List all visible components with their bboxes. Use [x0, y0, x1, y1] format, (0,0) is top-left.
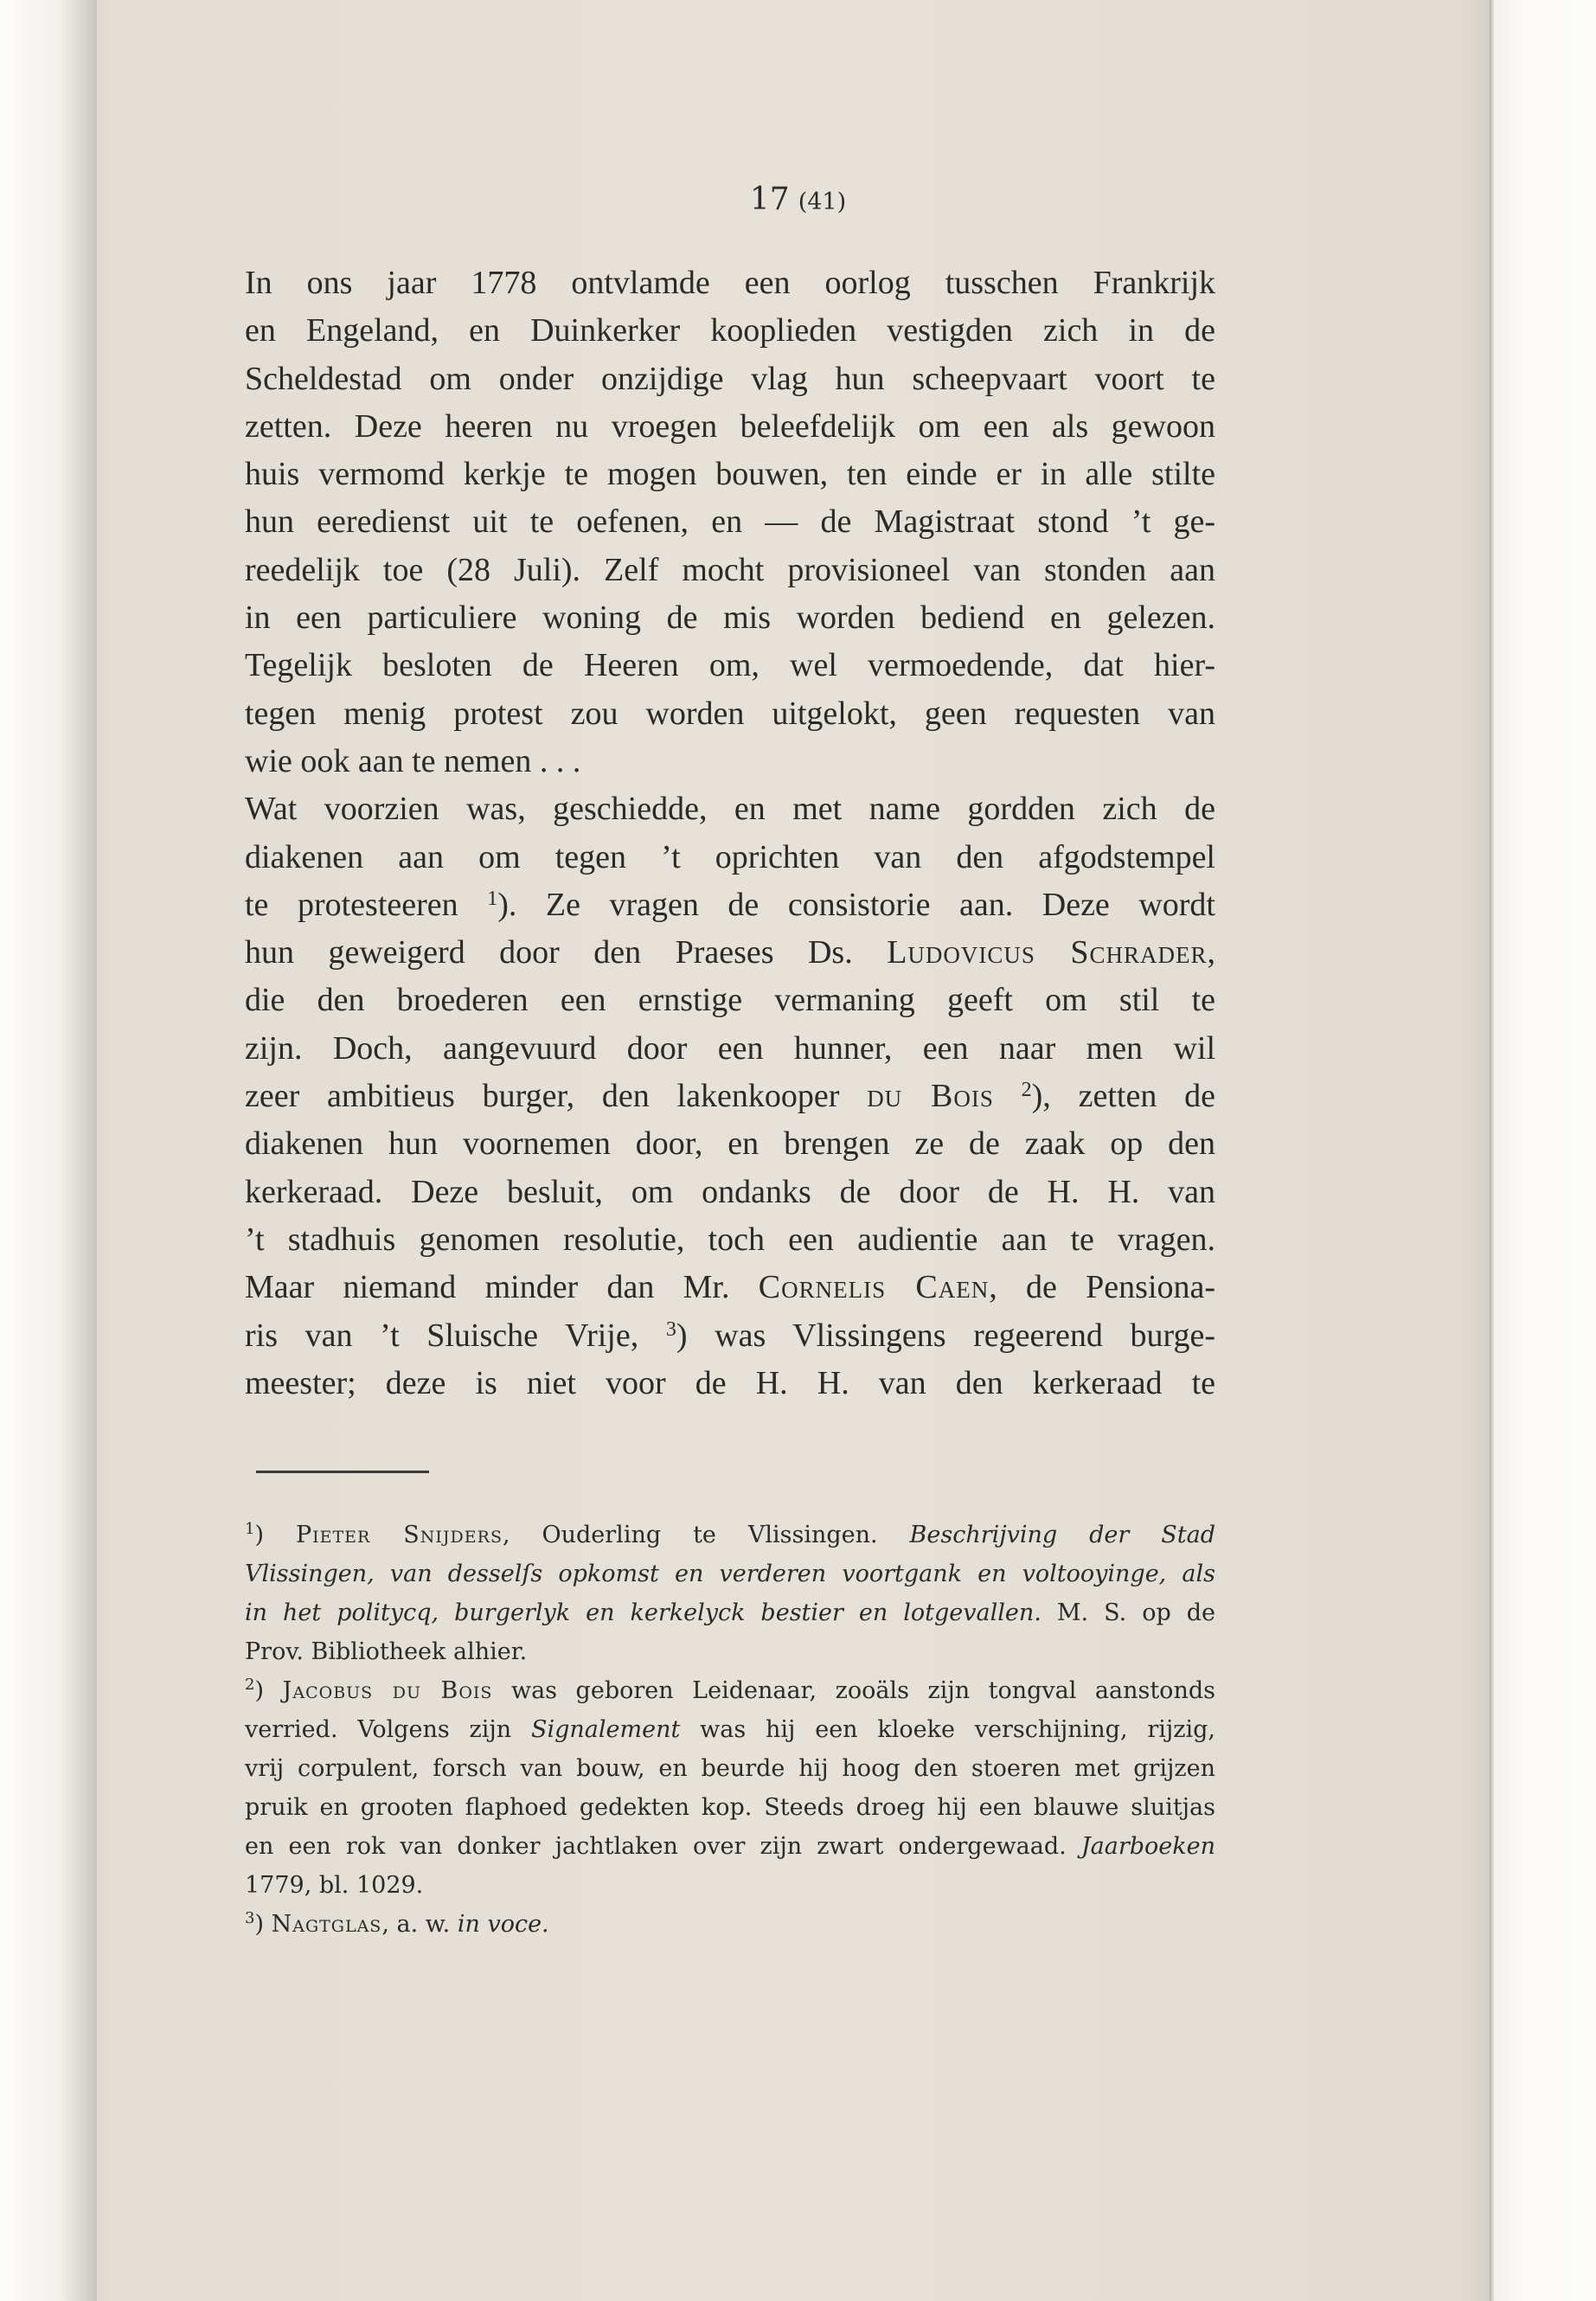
- person-name: Ludovicus Schrader: [887, 934, 1208, 971]
- footnote-2: $^2$) Jacobus du Bois was geboren Leidenaar, zooäls zijn tongval aanstonds: [245, 1676, 1215, 1704]
- footnote-2-cont: 1779, bl. 1029.: [245, 1872, 424, 1899]
- person-name: du Bois: [867, 1078, 994, 1115]
- body-fragment: hun geweigerd door den Praeses Ds.: [245, 934, 853, 971]
- footnote-author: Jacobus du Bois: [282, 1677, 493, 1704]
- body-line: meester; deze is niet voor de H. H. van den kerkeraad te: [245, 1364, 1215, 1401]
- body-line: [245, 1264, 1215, 1311]
- body-line: [245, 881, 1215, 929]
- body-line: tegen menig protest zou worden uitgelokt, geen requesten van: [245, 695, 1215, 732]
- body-line: ’t stadhuis genomen resolutie, toch een audientie aan te vragen.: [245, 1221, 1215, 1258]
- body-text: [245, 260, 1215, 1407]
- body-fragment: , de Pensiona-: [989, 1269, 1216, 1306]
- footnote-2-cont: pruik en grooten flaphoed gedekten kop. Steeds droeg hij een blauwe sluitjas: [245, 1794, 1215, 1821]
- footnote-ref[interactable]: 2: [1021, 1079, 1032, 1102]
- body-line: en Engeland, en Duinkerker kooplieden vestigden zich in de: [245, 312, 1215, 349]
- body-fragment: ), zetten de: [1031, 1078, 1216, 1115]
- body-fragment: te protesteeren: [245, 886, 458, 923]
- body-fragment: ris van ’t Sluische Vrije,: [245, 1317, 639, 1354]
- footnote-2-cont: vrij corpulent, forsch van bouw, en beurde hij hoog den stoeren met grijzen: [245, 1755, 1215, 1782]
- body-line: [245, 1073, 1215, 1120]
- body-fragment: zeer ambitieus burger, den lakenkooper: [245, 1078, 840, 1115]
- footnote-1-cont: in het politycq, burgerlyk en kerkelyck bestier en lotgevallen. M. S. op de: [245, 1599, 1215, 1626]
- footnote-title: Vlissingen, van desselſs opkomst en verderen voortgank en voltooyinge, als: [245, 1561, 1215, 1587]
- footnote-title: in voce.: [457, 1911, 549, 1938]
- footnote-1-cont: Prov. Bibliotheek alhier.: [245, 1638, 528, 1665]
- body-line: [245, 929, 1215, 977]
- person-name: Cornelis Caen: [758, 1269, 990, 1306]
- body-line: wie ook aan te nemen . . .: [245, 742, 581, 779]
- footnote-mark: 2: [245, 1676, 255, 1694]
- body-line: huis vermomd kerkje te mogen bouwen, ten einde er in alle stilte: [245, 456, 1215, 493]
- footnote-mark: 3: [245, 1909, 255, 1927]
- footnote-3: $^3$) Nagtglas, a. w. in voce.: [245, 1909, 549, 1938]
- footnote-mark: 1: [245, 1520, 255, 1538]
- body-fragment: ). Ze vragen de consistorie aan. Deze wordt: [497, 886, 1215, 923]
- footnote-title: Signalement: [531, 1716, 681, 1743]
- body-line: hun eeredienst uit te oefenen, en — de Magistraat stond ’t ge-: [245, 503, 1215, 541]
- body-line: Wat voorzien was, geschiedde, en met name gordden zich de: [245, 791, 1215, 828]
- body-fragment: Maar niemand minder dan Mr.: [245, 1269, 730, 1306]
- footnote-2-cont: verried. Volgens zijn Signalement was hij een kloeke verschijning, rijzig,: [245, 1716, 1215, 1743]
- footnotes: [245, 1516, 1215, 1944]
- footnote-title: Beschrijving der Stad: [909, 1522, 1215, 1548]
- page-number-main: 17: [749, 182, 790, 217]
- body-fragment: ) was Vlissingens regeerend burge-: [676, 1317, 1216, 1354]
- footnote-2-cont: en een rok van donker jachtlaken over zijn zwart ondergewaad. Jaarboeken: [245, 1833, 1215, 1860]
- body-line: Tegelijk besloten de Heeren om, wel vermoedende, dat hier-: [245, 647, 1215, 684]
- footnote-ref[interactable]: 1: [487, 887, 498, 910]
- footnote-divider: [256, 1471, 429, 1473]
- footnote-1-cont: [245, 1554, 1215, 1593]
- footnote-ref[interactable]: 3: [665, 1317, 676, 1341]
- body-line: zetten. Deze heeren nu vroegen beleefdelijk om een als gewoon: [245, 407, 1215, 445]
- body-line: [245, 1312, 1215, 1360]
- body-line: diakenen hun voornemen door, en brengen ze de zaak op den: [245, 1125, 1215, 1163]
- footnote-title: Jaarboeken: [1080, 1833, 1215, 1860]
- body-line: in een particuliere woning de mis worden bediend en gelezen.: [245, 599, 1215, 637]
- footnote-author: Nagtglas: [271, 1911, 382, 1938]
- body-line: Scheldestad om onder onzijdige vlag hun scheepvaart voort te: [245, 360, 1215, 397]
- body-line: kerkeraad. Deze besluit, om ondanks de door de H. H. van: [245, 1173, 1215, 1210]
- page-number: [0, 182, 1596, 217]
- body-line: zijn. Doch, aangevuurd door een hunner, een naar men wil: [245, 1029, 1215, 1067]
- right-page-edge: [1490, 0, 1596, 2301]
- footnote-1: $^1$) Pieter Snijders, Ouderling te Vlissingen. Beschrijving der Stad: [245, 1520, 1215, 1548]
- left-margin: [0, 0, 97, 2301]
- body-fragment: ,: [1207, 934, 1216, 971]
- page-number-sub: (41): [798, 189, 847, 215]
- footnote-title: in het politycq, burgerlyk en kerkelyck bestier en lotgevallen.: [245, 1599, 1042, 1626]
- footnote-author: Pieter Snijders: [295, 1522, 503, 1548]
- body-line: die den broederen een ernstige vermaning geeft om stil te: [245, 982, 1215, 1019]
- body-line: diakenen aan om tegen ’t oprichten van den afgodstempel: [245, 838, 1215, 875]
- body-line: In ons jaar 1778 ontvlamde een oorlog tusschen Frankrijk: [245, 265, 1215, 301]
- body-line: reedelijk toe (28 Juli). Zelf mocht provisioneel van stonden aan: [245, 551, 1215, 588]
